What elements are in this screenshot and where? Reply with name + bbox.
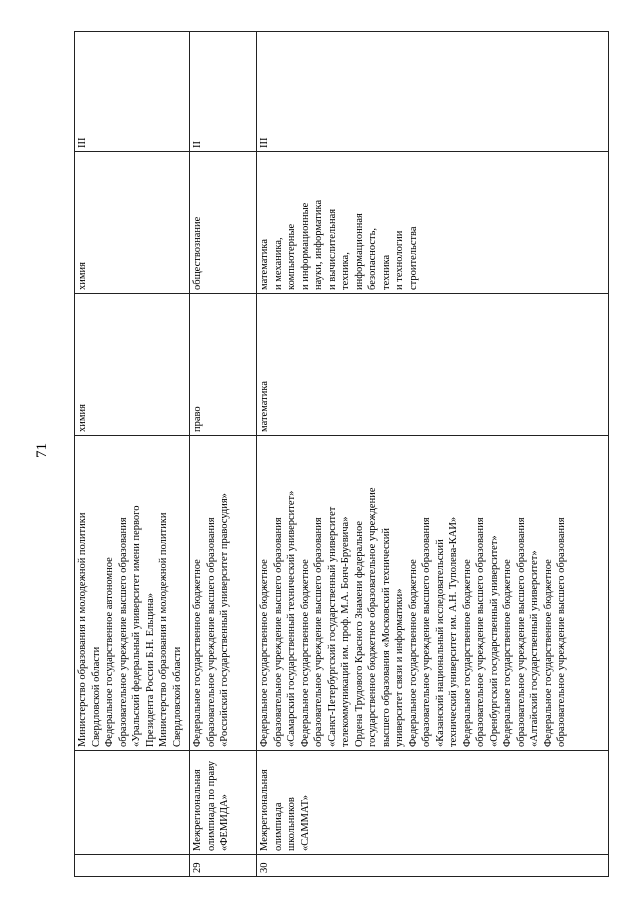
- profile-cell: химия: [75, 294, 190, 436]
- table-row: [75, 32, 190, 877]
- olympiad-name-cell: [190, 751, 257, 855]
- subject-line: и технологии: [394, 230, 405, 290]
- organizer-line: государственное бюджетное образовательное учреждение: [367, 487, 378, 747]
- subject-line: строительства: [407, 226, 419, 290]
- subject-line: математика: [259, 239, 270, 290]
- row-number-cell: 30: [257, 855, 609, 877]
- organizer-line: Федеральное государственное бюджетное: [259, 559, 270, 747]
- level-cell: III: [75, 32, 190, 152]
- subject-line: и механика,: [272, 237, 284, 290]
- organizer-line: образовательное учреждение высшего образования: [515, 517, 527, 747]
- organizer-line: Федеральное государственное бюджетное: [461, 559, 473, 747]
- organizer-line: «Уральский федеральный университет имени первого: [131, 505, 142, 747]
- olympiad-name-line: Межрегиональная: [259, 769, 270, 851]
- subject-line: и вычислительная: [326, 208, 338, 290]
- subject-line: информационная: [353, 213, 365, 290]
- row-number-cell: 29: [190, 855, 257, 877]
- olympiad-name-line: школьников: [286, 797, 297, 851]
- organizer-line: «Российский государственный университет правосудия»: [219, 493, 230, 747]
- row-number-cell: [75, 855, 190, 877]
- olympiad-name-line: «САММАТ»: [299, 794, 311, 851]
- organizer-cell: [190, 436, 257, 751]
- organizer-line: университет связи и информатики»: [394, 588, 405, 747]
- organizer-line: Ордена Трудового Красного Знамени федеральное: [353, 520, 365, 747]
- subject-cell: [257, 152, 609, 294]
- olympiad-name-line: олимпиада: [272, 802, 284, 851]
- subject-cell: обществознание: [190, 152, 257, 294]
- organizer-line: высшего образования «Московский технический: [380, 528, 392, 747]
- subject-line: техника: [380, 254, 392, 290]
- organizer-line: «Алтайский государственный университет»: [529, 550, 540, 747]
- organizer-line: образовательное учреждение высшего образования: [205, 517, 217, 747]
- organizer-line: Федеральное государственное бюджетное: [299, 559, 311, 747]
- organizer-line: Федеральное государственное бюджетное: [542, 559, 554, 747]
- organizer-line: телекоммуникаций им. проф. М.А. Бонч-Бруевича»: [340, 516, 351, 747]
- olympiad-table-container: [74, 32, 609, 877]
- organizer-line: «Самарский государственный технический университет»: [286, 490, 297, 747]
- organizer-line: Министерство образования и молодежной политики: [158, 512, 169, 747]
- organizer-line: образовательное учреждение высшего образования: [421, 517, 432, 747]
- profile-cell: математика: [257, 294, 609, 436]
- organizer-line: технический университет им. А.Н. Туполева-КАИ»: [448, 516, 459, 747]
- organizer-line: образовательное учреждение высшего образования: [272, 517, 284, 747]
- olympiad-name-line: «ФЕМИДА»: [219, 794, 230, 851]
- subject-line: компьютерные: [286, 223, 297, 290]
- organizer-line: Президента России Б.Н. Ельцина»: [144, 593, 156, 747]
- level-cell: II: [190, 32, 257, 152]
- olympiad-name-cell: [257, 751, 609, 855]
- organizer-line: «Санкт-Петербургский государственный университет: [326, 506, 338, 747]
- page-number: 71: [34, 443, 50, 458]
- organizer-line: Федеральное государственное автономное: [104, 557, 115, 747]
- olympiad-table: [74, 31, 609, 877]
- subject-line: и информационные: [299, 202, 311, 290]
- organizer-line: Свердловской области: [90, 646, 102, 747]
- organizer-line: Министерство образования и молодежной политики: [77, 512, 88, 747]
- subject-line: безопасность,: [367, 227, 378, 290]
- table-row: [190, 32, 257, 877]
- organizer-line: Свердловской области: [171, 646, 183, 747]
- organizer-line: «Оренбургский государственный университет»: [488, 535, 500, 747]
- level-cell: III: [257, 32, 609, 152]
- organizer-line: образовательное учреждение высшего образования: [117, 517, 129, 747]
- subject-cell: химия: [75, 152, 190, 294]
- organizer-line: образовательное учреждение высшего образования: [475, 517, 486, 747]
- olympiad-name-cell: [75, 751, 190, 855]
- olympiad-name-line: Межрегиональная: [192, 769, 203, 851]
- organizer-line: «Казанский национальный исследовательский: [434, 539, 446, 747]
- organizer-line: Федеральное государственное бюджетное: [407, 559, 419, 747]
- organizer-cell: [257, 436, 609, 751]
- subject-line: науки, информатика: [313, 199, 324, 290]
- organizer-line: образовательное учреждение высшего образования: [313, 517, 324, 747]
- subject-line: техника,: [340, 252, 351, 290]
- table-row: [257, 32, 609, 877]
- organizer-line: образовательное учреждение высшего образования: [556, 517, 567, 747]
- organizer-line: Федеральное государственное бюджетное: [502, 559, 513, 747]
- olympiad-name-line: олимпиада по праву: [205, 760, 217, 851]
- organizer-line: Федеральное государственное бюджетное: [192, 559, 203, 747]
- profile-cell: право: [190, 294, 257, 436]
- organizer-cell: [75, 436, 190, 751]
